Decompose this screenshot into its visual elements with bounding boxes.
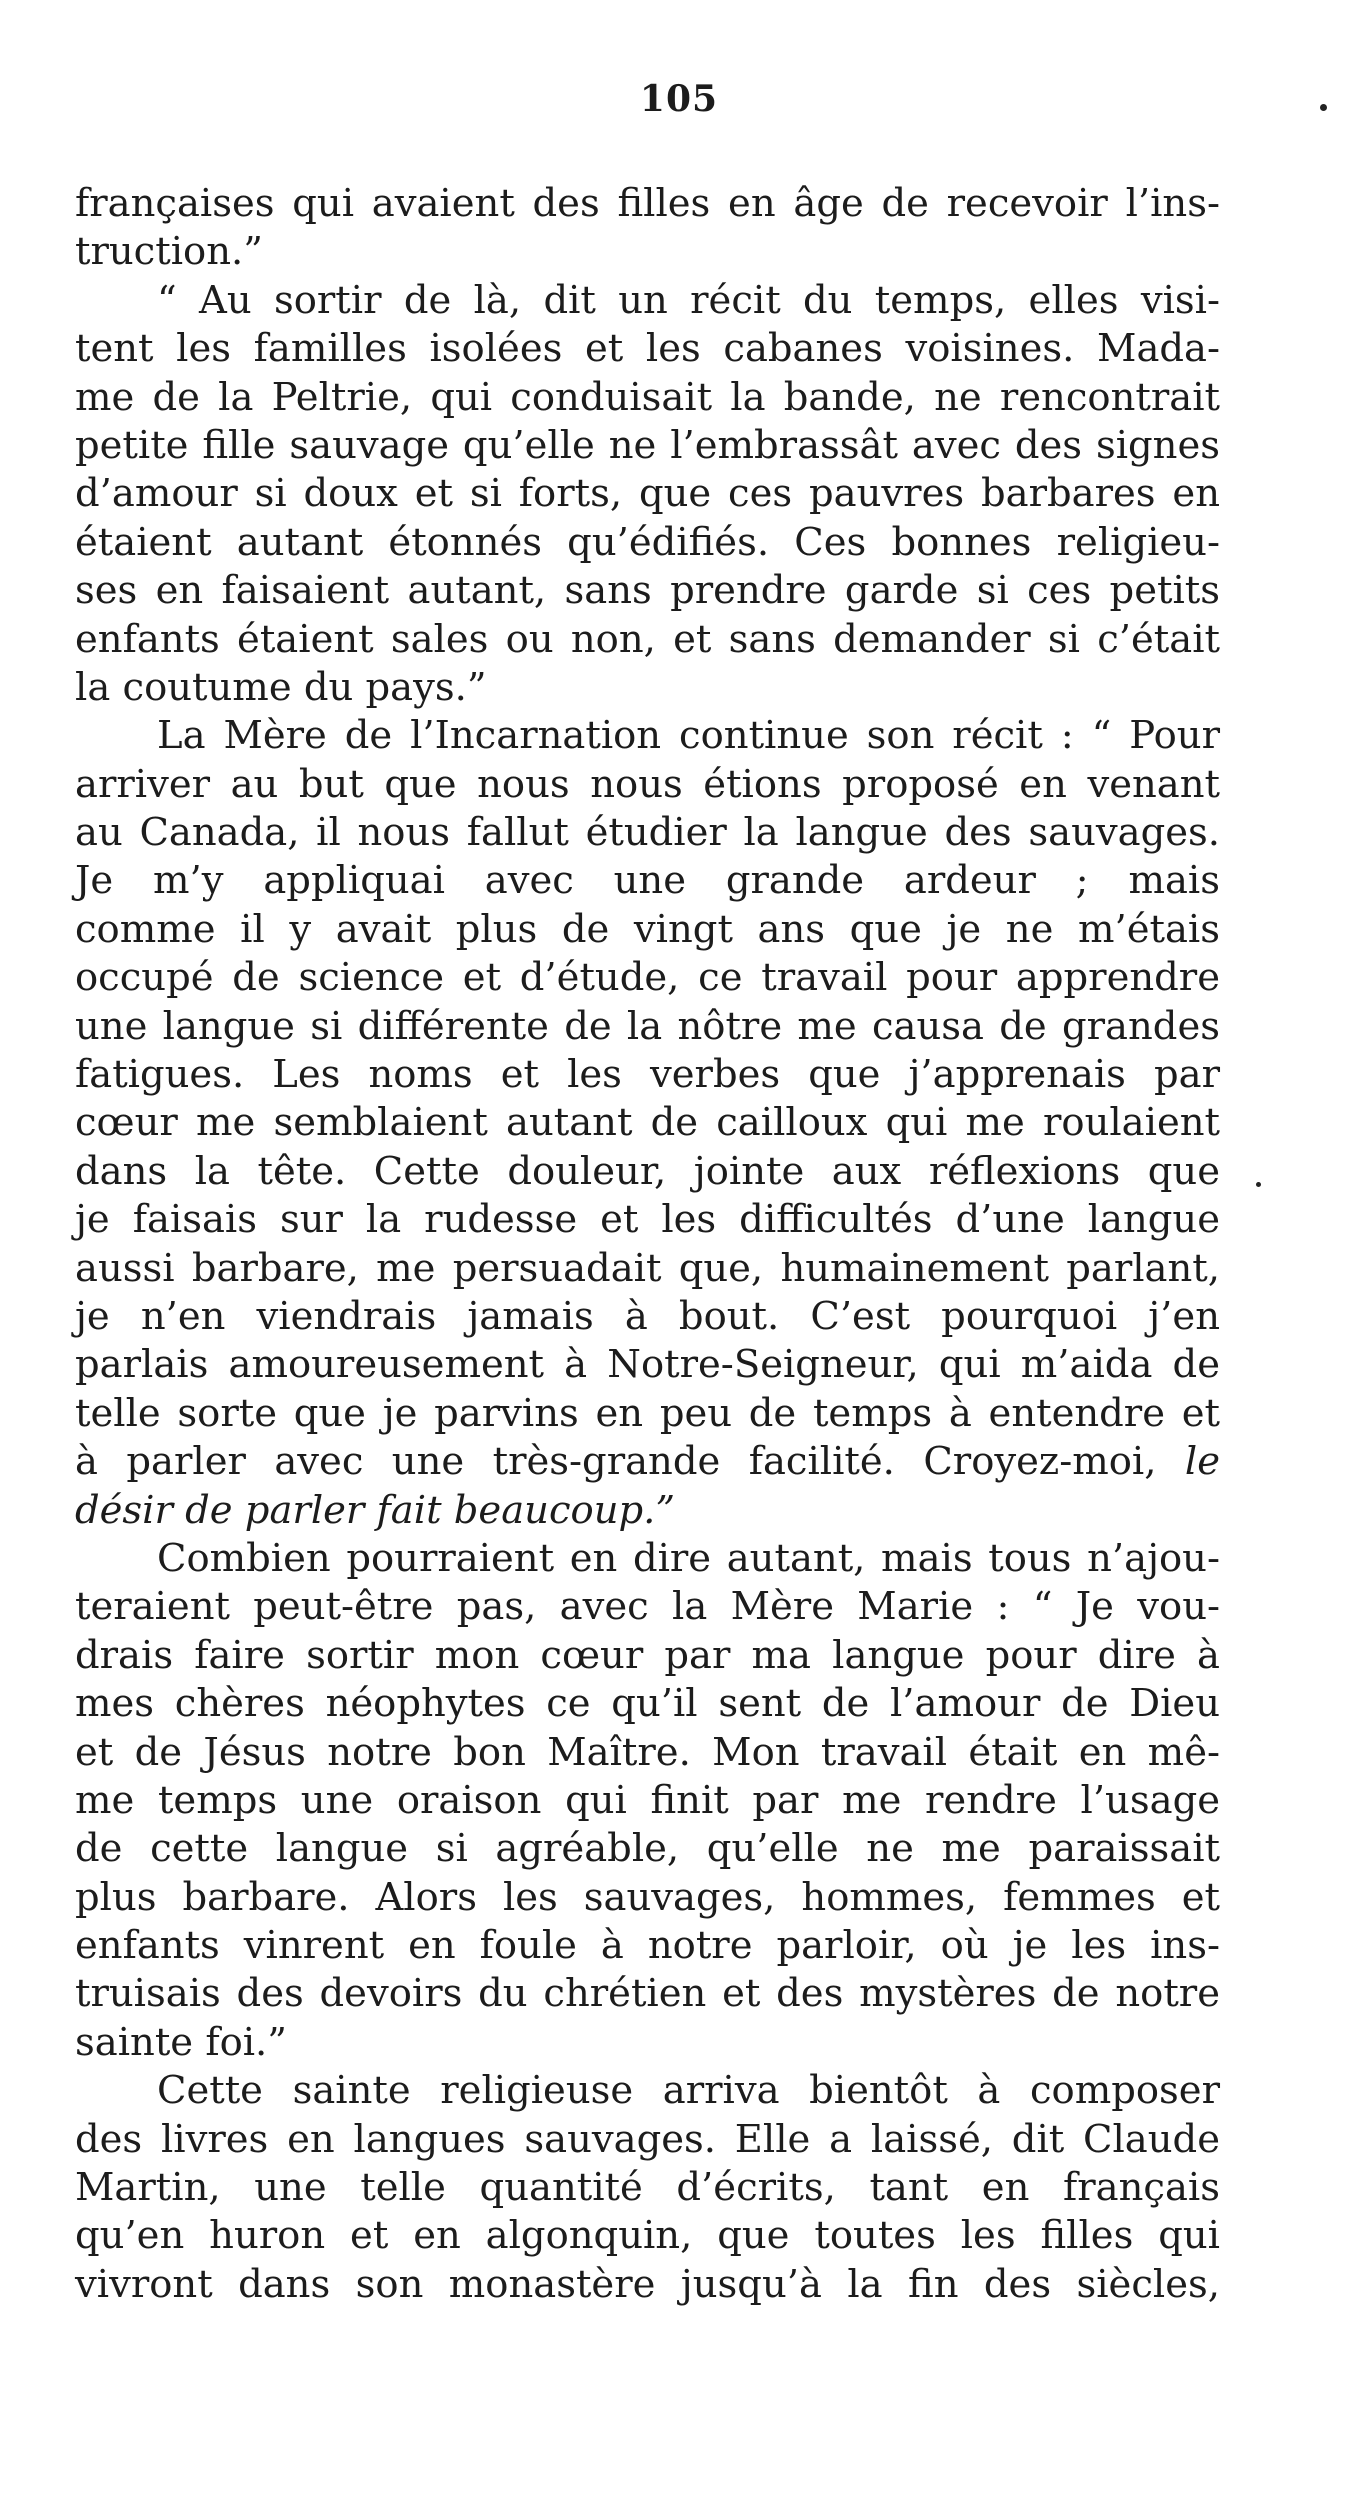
text-line: occupé de science et d’étude, ce travail pour apprendre bbox=[75, 955, 1220, 1001]
text-line: mes chères néophytes ce qu’il sent de l’amour de Dieu bbox=[75, 1681, 1220, 1727]
text-line: Cette sainte religieuse arriva bientôt à composer bbox=[157, 2068, 1220, 2114]
text-line: à parler avec une très-grande facilité. Croyez-moi, le bbox=[75, 1439, 1220, 1485]
text-line: une langue si différente de la nôtre me causa de grandes bbox=[75, 1003, 1220, 1049]
page-number: 105 bbox=[639, 78, 719, 120]
text-line: des livres en langues sauvages. Elle a laissé, dit Claude bbox=[75, 2116, 1220, 2162]
text-line: vivront dans son monastère jusqu’à la fin des siècles, bbox=[75, 2261, 1220, 2307]
text-line: La Mère de l’Incarnation continue son récit : “ Pour bbox=[157, 713, 1220, 759]
text-line: Martin, une telle quantité d’écrits, tant en français bbox=[75, 2165, 1220, 2211]
text-line: drais faire sortir mon cœur par ma langue pour dire à bbox=[75, 1632, 1220, 1678]
text-line: plus barbare. Alors les sauvages, hommes, femmes et bbox=[75, 1874, 1220, 1920]
text-line: me de la Peltrie, qui conduisait la bande, ne rencontrait bbox=[75, 374, 1220, 420]
text-line: truisais des devoirs du chrétien et des mystères de notre bbox=[75, 1971, 1220, 2017]
text-line: de cette langue si agréable, qu’elle ne me paraissait bbox=[75, 1826, 1220, 1872]
text-line: tent les familles isolées et les cabanes voisines. Mada- bbox=[75, 326, 1220, 372]
text-line: Combien pourraient en dire autant, mais tous n’ajou- bbox=[157, 1535, 1220, 1581]
text-line: je faisais sur la rudesse et les difficultés d’une langue bbox=[75, 1197, 1220, 1243]
text-line: fatigues. Les noms et les verbes que j’apprenais par bbox=[75, 1052, 1220, 1098]
text-line: étaient autant étonnés qu’édifiés. Ces bonnes religieu- bbox=[75, 519, 1220, 565]
text-line: je n’en viendrais jamais à bout. C’est pourquoi j’en bbox=[75, 1293, 1220, 1339]
italic-word: le bbox=[1184, 1439, 1220, 1485]
text-line: dans la tête. Cette douleur, jointe aux réflexions que bbox=[75, 1148, 1220, 1194]
text-line: truction.” bbox=[75, 229, 263, 275]
edge-speck-middle-right bbox=[1256, 1182, 1261, 1187]
text-line: Je m’y appliquai avec une grande ardeur ; mais bbox=[75, 858, 1220, 904]
text-line: ses en faisaient autant, sans prendre garde si ces petits bbox=[75, 568, 1220, 614]
text-line: et de Jésus notre bon Maître. Mon travail était en mê- bbox=[75, 1729, 1220, 1775]
text-line: enfants vinrent en foule à notre parloir, où je les ins- bbox=[75, 1923, 1220, 1969]
text-line: telle sorte que je parvins en peu de temps à entendre et bbox=[75, 1390, 1220, 1436]
text-line: enfants étaient sales ou non, et sans demander si c’était bbox=[75, 616, 1220, 662]
edge-speck-top-right bbox=[1320, 104, 1327, 111]
text-line: aussi barbare, me persuadait que, humainement parlant, bbox=[75, 1245, 1220, 1291]
text-line: teraient peut-être pas, avec la Mère Marie : “ Je vou- bbox=[75, 1584, 1220, 1630]
text-line: qu’en huron et en algonquin, que toutes les filles qui bbox=[75, 2213, 1220, 2259]
text-line: cœur me semblaient autant de cailloux qui me roulaient bbox=[75, 1100, 1220, 1146]
text-line: comme il y avait plus de vingt ans que je ne m’étais bbox=[75, 906, 1220, 952]
text-line: d’amour si doux et si forts, que ces pauvres barbares en bbox=[75, 471, 1220, 517]
text-line: la coutume du pays.” bbox=[75, 664, 487, 710]
text-line: me temps une oraison qui finit par me rendre l’usage bbox=[75, 1777, 1220, 1823]
text-line: au Canada, il nous fallut étudier la langue des sauvages. bbox=[75, 810, 1220, 856]
text-line: petite fille sauvage qu’elle ne l’embrassât avec des signes bbox=[75, 422, 1220, 468]
body-text bbox=[75, 180, 1220, 2309]
text-line: “ Au sortir de là, dit un récit du temps, elles visi- bbox=[157, 277, 1220, 323]
text-line: sainte foi.” bbox=[75, 2019, 287, 2065]
text-line: parlais amoureusement à Notre-Seigneur, qui m’aida de bbox=[75, 1342, 1220, 1388]
text-line: françaises qui avaient des filles en âge de recevoir l’ins- bbox=[75, 181, 1220, 226]
text-line: arriver au but que nous nous étions proposé en venant bbox=[75, 761, 1220, 807]
text-line: désir de parler fait beaucoup.” bbox=[75, 1487, 676, 1533]
